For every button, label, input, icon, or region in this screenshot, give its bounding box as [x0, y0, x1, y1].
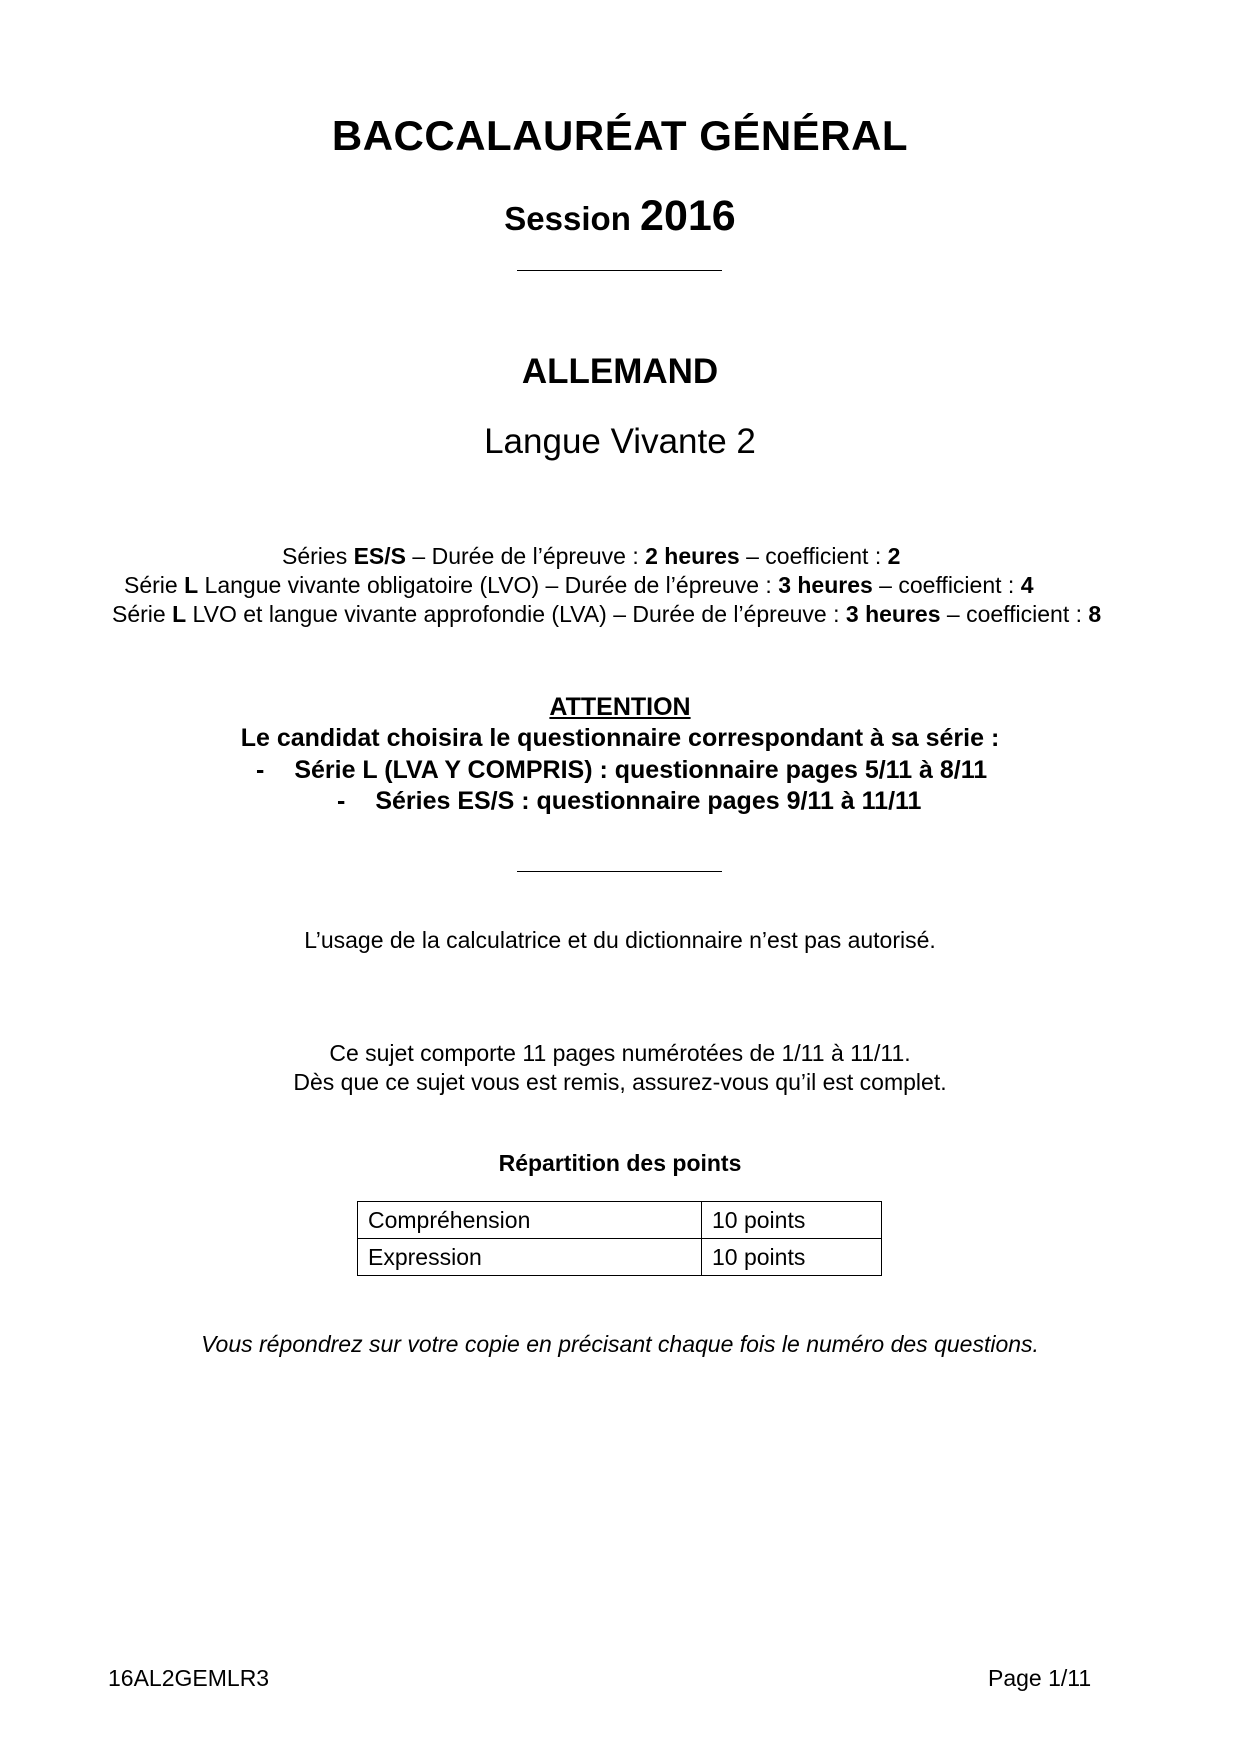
points-value: 10 points [702, 1202, 882, 1239]
serie-duration: 2 heures [645, 543, 740, 569]
table-row [358, 1239, 882, 1276]
serie-text: LVO et langue vivante approfondie (LVA) – Durée de l’épreuve : [186, 601, 846, 627]
subject-name: ALLEMAND [521, 352, 719, 391]
points-table [357, 1201, 882, 1276]
serie-text: – coefficient : [940, 601, 1089, 627]
answer-instruction: Vous répondrez sur votre copie en précisant chaque fois le numéro des questions. [201, 1331, 1039, 1357]
points-label: Compréhension [358, 1202, 702, 1239]
serie-text: – coefficient : [739, 543, 888, 569]
footer-page-number: Page 1/11 [988, 1665, 1092, 1691]
attention-item-text: Série L (LVA Y COMPRIS) : questionnaire pages 5/11 à 8/11 [294, 756, 988, 784]
serie-coefficient: 8 [1088, 601, 1102, 627]
serie-text: Série [124, 572, 185, 598]
bullet: - [337, 787, 346, 815]
points-title: Répartition des points [498, 1150, 742, 1176]
serie-text: Série [112, 601, 173, 627]
pages-notice-line: Ce sujet comporte 11 pages numérotées de 1/11 à 11/11. [329, 1040, 911, 1066]
table-row [358, 1202, 882, 1239]
footer-code: 16AL2GEMLR3 [108, 1665, 270, 1691]
serie-text: Langue vivante obligatoire (LVO) – Durée de l’épreuve : [198, 572, 779, 598]
points-value: 10 points [702, 1239, 882, 1276]
serie-code: ES/S [353, 543, 407, 569]
subject-level: Langue Vivante 2 [484, 422, 756, 461]
divider-middle [517, 871, 722, 872]
bullet: - [256, 756, 265, 784]
serie-line-l-lvo [124, 572, 1033, 599]
attention-item-text: Séries ES/S : questionnaire pages 9/11 à 11/11 [375, 787, 922, 815]
points-label: Expression [358, 1239, 702, 1276]
attention-heading: ATTENTION [549, 693, 691, 721]
serie-text: Séries [282, 543, 354, 569]
calculator-notice: L’usage de la calculatrice et du dictionnaire n’est pas autorisé. [304, 927, 936, 953]
exam-title: BACCALAURÉAT GÉNÉRAL [331, 112, 909, 159]
attention-item [337, 787, 921, 816]
serie-text: – Durée de l’épreuve : [406, 543, 646, 569]
serie-line-es-s [282, 543, 900, 570]
session-year: 2016 [640, 192, 736, 240]
serie-coefficient: 4 [1020, 572, 1034, 598]
attention-item [256, 756, 987, 785]
serie-code: L [184, 572, 199, 598]
serie-code: L [172, 601, 187, 627]
session-label: Session [504, 200, 631, 237]
pages-notice-line: Dès que ce sujet vous est remis, assurez-vous qu’il est complet. [293, 1069, 947, 1095]
serie-duration: 3 heures [845, 601, 941, 627]
session-line [0, 192, 1240, 241]
divider-top [517, 270, 722, 271]
serie-duration: 3 heures [778, 572, 873, 598]
serie-line-l-lva [112, 601, 1101, 628]
attention-intro: Le candidat choisira le questionnaire correspondant à sa série : [240, 724, 1000, 752]
serie-coefficient: 2 [887, 543, 901, 569]
serie-text: – coefficient : [872, 572, 1021, 598]
